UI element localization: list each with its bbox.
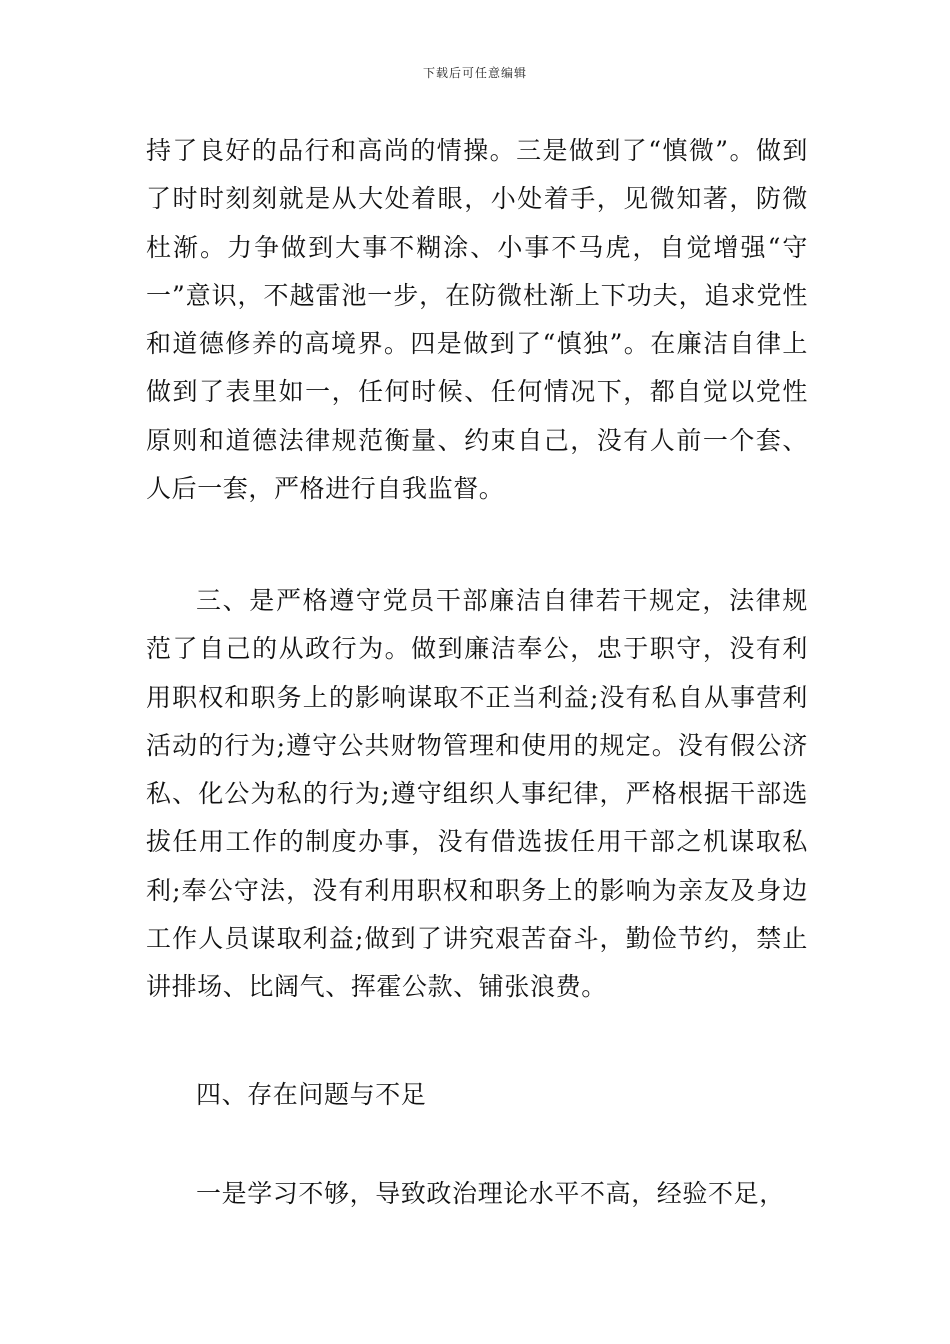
header-note: 下载后可任意编辑 <box>422 66 527 80</box>
section-heading-four: 四、存在问题与不足 <box>196 1080 427 1109</box>
paragraph-section-three: 三、是严格遵守党员干部廉洁自律若干规定，法律规范了自己的从政行为。做到廉洁奉公，忠于职守，没有利用职权和职务上的影响谋取不正当利益;没有私自从事营利活动的行为;遵守公共财物管理和使用的规定。没有假公济私、化公为私的行为;遵守组织人事纪律，严格根据干部选拔任用工作的制度办事，没有借选拔任用干部之机谋取私利;奉公守法，没有利用职权和职务上的影响为亲友及身边工作人员谋取利益;做到了讲究艰苦奋斗，勤俭节约，禁止讲排场、比阔气、挥霍公款、铺张浪费。 <box>146 586 808 1002</box>
paragraph-continuation: 持了良好的品行和高尚的情操。三是做到了“慎微”。做到了时时刻刻就是从大处着眼，小处着手，见微知著，防微杜渐。力争做到大事不糊涂、小事不马虎，自觉增强“守一”意识，不越雷池一步，在防微杜渐上下功夫，追求党性和道德修养的高境界。四是做到了“慎独”。在廉洁自律上做到了表里如一，任何时候、任何情况下，都自觉以党性原则和道德法律规范衡量、约束自己，没有人前一个套、人后一套，严格进行自我监督。 <box>146 136 808 504</box>
paragraph-section-four-start: 一是学习不够，导致政治理论水平不高，经验不足， <box>196 1179 785 1208</box>
